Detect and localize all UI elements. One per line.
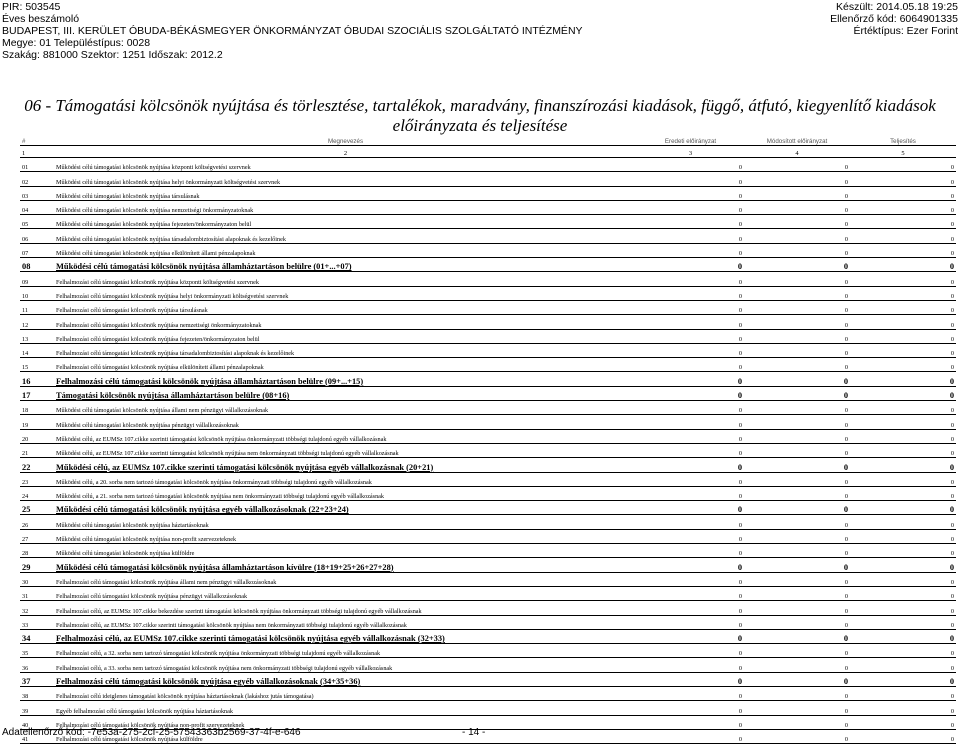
row-actual: 0 — [850, 572, 956, 586]
row-number: 40 — [20, 715, 54, 729]
table-row — [20, 358, 956, 372]
row-original: 0 — [637, 243, 744, 257]
row-original: 0 — [637, 472, 744, 486]
row-number: 15 — [20, 358, 54, 372]
row-name: Támogatási kölcsönök nyújtása államháztartáson belülre (08+16) — [54, 386, 637, 400]
row-actual: 0 — [850, 401, 956, 415]
row-name: Felhalmozási célú támogatási kölcsönök nyújtása államháztartáson belülre (09+...+15) — [54, 372, 637, 386]
row-name: Felhalmozási célú ideiglenes támogatási kölcsönök nyújtása háztartásoknak (lakáshoz jutás támogatása) — [54, 686, 637, 700]
row-modified: 0 — [744, 172, 850, 186]
row-modified: 0 — [744, 629, 850, 643]
row-actual: 0 — [850, 615, 956, 629]
check-code: Ellenőrző kód: 6064901335 — [830, 13, 958, 25]
col-number: 4 — [744, 146, 850, 158]
row-actual: 0 — [850, 315, 956, 329]
row-original: 0 — [637, 329, 744, 343]
row-number: 18 — [20, 401, 54, 415]
row-number: 24 — [20, 486, 54, 500]
row-name: Működési célú támogatási kölcsönök nyújtása elkülönített állami pénzalapoknak — [54, 243, 637, 257]
row-number: 37 — [20, 672, 54, 686]
row-actual: 0 — [850, 358, 956, 372]
row-number: 31 — [20, 586, 54, 600]
row-name: Működési célú támogatási kölcsönök nyújtása fejezeten/önkormányzaton belül — [54, 215, 637, 229]
row-original: 0 — [637, 686, 744, 700]
table-row — [20, 200, 956, 214]
row-modified: 0 — [744, 672, 850, 686]
row-number: 41 — [20, 729, 54, 743]
row-modified: 0 — [744, 715, 850, 729]
row-number: 09 — [20, 272, 54, 286]
row-number: 33 — [20, 615, 54, 629]
row-original: 0 — [637, 715, 744, 729]
row-actual: 0 — [850, 601, 956, 615]
row-actual: 0 — [850, 644, 956, 658]
created-date: Készült: 2014.05.18 19:25 — [835, 1, 958, 13]
row-actual: 0 — [850, 429, 956, 443]
row-original: 0 — [637, 529, 744, 543]
table-row — [20, 701, 956, 715]
row-actual: 0 — [850, 443, 956, 457]
row-name: Felhalmozási célú támogatási kölcsönök nyújtása non-profit szervezeteknek — [54, 715, 637, 729]
row-actual: 0 — [850, 672, 956, 686]
table-row — [20, 386, 956, 400]
table-row — [20, 486, 956, 500]
page-number: - 14 - — [462, 727, 486, 738]
row-modified: 0 — [744, 529, 850, 543]
row-name: Felhalmozási célú támogatási kölcsönök nyújtása fejezeten/önkormányzaton belül — [54, 329, 637, 343]
row-original: 0 — [637, 186, 744, 200]
row-modified: 0 — [744, 544, 850, 558]
row-modified: 0 — [744, 315, 850, 329]
row-name: Működési célú támogatási kölcsönök nyújtása központi költségvetési szervnek — [54, 158, 637, 172]
row-actual: 0 — [850, 729, 956, 743]
row-original: 0 — [637, 215, 744, 229]
row-name: Működési célú támogatási kölcsönök nyújtása társadalombiztosítási alapoknak és kezelőinek — [54, 229, 637, 243]
sector-info: Szakág: 881000 Szektor: 1251 Időszak: 2012.2 — [2, 49, 223, 61]
table-row — [20, 315, 956, 329]
row-name: Működési célú támogatási kölcsönök nyújtása állami nem pénzügyi vállalkozásoknak — [54, 401, 637, 415]
pir-label: PIR: 503545 — [2, 1, 61, 13]
row-original: 0 — [637, 701, 744, 715]
row-original: 0 — [637, 486, 744, 500]
row-original: 0 — [637, 343, 744, 357]
table-row — [20, 672, 956, 686]
row-number: 23 — [20, 472, 54, 486]
col-number: 3 — [637, 146, 744, 158]
row-name: Felhalmozási célú, az EUMSz 107.cikke szerinti támogatási kölcsönök nyújtása egyéb vállalkozásnak (32+33) — [54, 629, 637, 643]
row-actual: 0 — [850, 229, 956, 243]
row-original: 0 — [637, 229, 744, 243]
table-row — [20, 243, 956, 257]
row-actual: 0 — [850, 458, 956, 472]
row-modified: 0 — [744, 501, 850, 515]
row-number: 21 — [20, 443, 54, 457]
row-number: 36 — [20, 658, 54, 672]
row-modified: 0 — [744, 443, 850, 457]
row-modified: 0 — [744, 372, 850, 386]
row-modified: 0 — [744, 458, 850, 472]
row-number: 11 — [20, 300, 54, 314]
table-row — [20, 686, 956, 700]
row-modified: 0 — [744, 229, 850, 243]
row-name: Felhalmozási célú, a 33. sorba nem tartozó támogatási kölcsönök nyújtása nem önkormányzati többségi tulajdonú egyéb vállalkozásnak — [54, 658, 637, 672]
col-header-modified: Módosított előirányzat — [744, 134, 850, 146]
row-number: 01 — [20, 158, 54, 172]
table-row — [20, 158, 956, 172]
row-original: 0 — [637, 644, 744, 658]
table-row — [20, 501, 956, 515]
county-info: Megye: 01 Településtípus: 0028 — [2, 37, 151, 49]
row-number: 05 — [20, 215, 54, 229]
row-number: 38 — [20, 686, 54, 700]
col-number: 1 — [20, 146, 54, 158]
row-name: Működési célú, a 21. sorba nem tartozó támogatási kölcsönök nyújtása nem önkormányzati többségi tulajdonú egyéb vállalkozásnak — [54, 486, 637, 500]
row-name: Működési célú támogatási kölcsönök nyújtása non-profit szervezeteknek — [54, 529, 637, 543]
row-number: 17 — [20, 386, 54, 400]
row-actual: 0 — [850, 258, 956, 272]
table-row — [20, 658, 956, 672]
row-modified: 0 — [744, 486, 850, 500]
table-row — [20, 343, 956, 357]
row-original: 0 — [637, 300, 744, 314]
row-modified: 0 — [744, 243, 850, 257]
row-actual: 0 — [850, 243, 956, 257]
row-modified: 0 — [744, 258, 850, 272]
row-actual: 0 — [850, 386, 956, 400]
row-original: 0 — [637, 286, 744, 300]
row-name: Felhalmozási célú, a 32. sorba nem tartozó támogatási kölcsönök nyújtása önkormányzati többségi tulajdonú egyéb vállalkozásnak — [54, 644, 637, 658]
table-row — [20, 458, 956, 472]
row-number: 10 — [20, 286, 54, 300]
row-name: Felhalmozási célú támogatási kölcsönök nyújtása nemzetiségi önkormányzatoknak — [54, 315, 637, 329]
row-name: Működési célú támogatási kölcsönök nyújtása háztartásoknak — [54, 515, 637, 529]
table-row — [20, 644, 956, 658]
row-modified: 0 — [744, 401, 850, 415]
row-name: Működési célú támogatási kölcsönök nyújtása helyi önkormányzati költségvetési szervnek — [54, 172, 637, 186]
row-number: 08 — [20, 258, 54, 272]
row-original: 0 — [637, 272, 744, 286]
row-number: 26 — [20, 515, 54, 529]
row-original: 0 — [637, 558, 744, 572]
row-original: 0 — [637, 401, 744, 415]
row-modified: 0 — [744, 729, 850, 743]
row-name: Működési célú támogatási kölcsönök nyújtása egyéb vállalkozásoknak (22+23+24) — [54, 501, 637, 515]
table-row — [20, 586, 956, 600]
row-original: 0 — [637, 172, 744, 186]
row-original: 0 — [637, 429, 744, 443]
row-modified: 0 — [744, 586, 850, 600]
institution-name: BUDAPEST, III. KERÜLET ÓBUDA-BÉKÁSMEGYER ÖNKORMÁNYZAT ÓBUDAI SZOCIÁLIS SZOLGÁLTATÓ INTÉZMÉNY — [2, 25, 583, 37]
row-number: 34 — [20, 629, 54, 643]
table-row — [20, 429, 956, 443]
row-original: 0 — [637, 515, 744, 529]
row-actual: 0 — [850, 372, 956, 386]
row-number: 27 — [20, 529, 54, 543]
row-original: 0 — [637, 315, 744, 329]
row-number: 16 — [20, 372, 54, 386]
row-number: 35 — [20, 644, 54, 658]
row-actual: 0 — [850, 586, 956, 600]
row-number: 30 — [20, 572, 54, 586]
row-original: 0 — [637, 415, 744, 429]
table-row — [20, 544, 956, 558]
row-number: 14 — [20, 343, 54, 357]
row-actual: 0 — [850, 686, 956, 700]
row-modified: 0 — [744, 686, 850, 700]
table-row — [20, 529, 956, 543]
row-actual: 0 — [850, 200, 956, 214]
row-modified: 0 — [744, 358, 850, 372]
row-original: 0 — [637, 258, 744, 272]
row-actual: 0 — [850, 558, 956, 572]
row-actual: 0 — [850, 215, 956, 229]
row-modified: 0 — [744, 200, 850, 214]
row-number: 29 — [20, 558, 54, 572]
row-original: 0 — [637, 458, 744, 472]
row-original: 0 — [637, 586, 744, 600]
row-original: 0 — [637, 443, 744, 457]
row-modified: 0 — [744, 572, 850, 586]
row-modified: 0 — [744, 429, 850, 443]
row-name: Működési célú, az EUMSz 107.cikke szerinti támogatási kölcsönök nyújtása önkormányzati többségi tulajdonú egyéb vállalkozásnak — [54, 429, 637, 443]
row-number: 06 — [20, 229, 54, 243]
row-modified: 0 — [744, 286, 850, 300]
col-header-actual: Teljesítés — [850, 134, 956, 146]
row-actual: 0 — [850, 486, 956, 500]
table-row — [20, 215, 956, 229]
page-title: 06 - Támogatási kölcsönök nyújtása és törlesztése, tartalékok, maradvány, finanszírozási kiadások, függő, átfutó, kiegyenlítő kiadások előirányzata és teljesítése — [24, 96, 936, 135]
table-row — [20, 300, 956, 314]
table-row — [20, 286, 956, 300]
table-row — [20, 572, 956, 586]
row-actual: 0 — [850, 172, 956, 186]
row-name: Felhalmozási célú támogatási kölcsönök nyújtása pénzügyi vállalkozásoknak — [54, 586, 637, 600]
row-original: 0 — [637, 372, 744, 386]
table-row — [20, 186, 956, 200]
row-name: Működési célú, az EUMSz 107.cikke szerinti támogatási kölcsönök nyújtása egyéb vállalkozásnak (20+21) — [54, 458, 637, 472]
row-actual: 0 — [850, 515, 956, 529]
row-original: 0 — [637, 386, 744, 400]
row-actual: 0 — [850, 186, 956, 200]
row-name: Működési célú támogatási kölcsönök nyújtása társulásnak — [54, 186, 637, 200]
row-original: 0 — [637, 501, 744, 515]
row-modified: 0 — [744, 215, 850, 229]
row-original: 0 — [637, 358, 744, 372]
row-actual: 0 — [850, 343, 956, 357]
row-name: Felhalmozási célú támogatási kölcsönök nyújtása társulásnak — [54, 300, 637, 314]
table-row — [20, 629, 956, 643]
row-modified: 0 — [744, 329, 850, 343]
row-number: 13 — [20, 329, 54, 343]
row-original: 0 — [637, 615, 744, 629]
row-actual: 0 — [850, 286, 956, 300]
row-modified: 0 — [744, 415, 850, 429]
report-header-left — [2, 1, 583, 61]
footer-check-code: Adatellenőrző kód: -7e53a-275-2cf-25-57543363b2569-37-4f-e-646 — [2, 727, 301, 738]
table-row — [20, 415, 956, 429]
row-number: 39 — [20, 701, 54, 715]
table-row — [20, 515, 956, 529]
row-modified: 0 — [744, 658, 850, 672]
row-modified: 0 — [744, 558, 850, 572]
row-number: 28 — [20, 544, 54, 558]
row-actual: 0 — [850, 715, 956, 729]
row-actual: 0 — [850, 300, 956, 314]
row-name: Felhalmozási célú támogatási kölcsönök nyújtása állami nem pénzügyi vállalkozásoknak — [54, 572, 637, 586]
row-name: Felhalmozási célú, az EUMSz 107.cikke szerinti támogatási kölcsönök nyújtása nem önkormányzati többségi tulajdonú egyéb vállalkozásnak — [54, 615, 637, 629]
table-row — [20, 258, 956, 272]
row-actual: 0 — [850, 629, 956, 643]
value-type: Értéktípus: Ezer Forint — [853, 25, 958, 37]
row-number: 02 — [20, 172, 54, 186]
row-modified: 0 — [744, 386, 850, 400]
row-modified: 0 — [744, 158, 850, 172]
row-modified: 0 — [744, 615, 850, 629]
row-modified: 0 — [744, 272, 850, 286]
col-number: 5 — [850, 146, 956, 158]
row-name: Egyéb felhalmozási célú támogatási kölcsönök nyújtása háztartásoknak — [54, 701, 637, 715]
row-actual: 0 — [850, 415, 956, 429]
row-original: 0 — [637, 544, 744, 558]
row-modified: 0 — [744, 300, 850, 314]
table-row — [20, 443, 956, 457]
table-row — [20, 558, 956, 572]
table-row — [20, 329, 956, 343]
row-modified: 0 — [744, 644, 850, 658]
row-name: Működési célú, az EUMSz 107.cikke szerinti támogatási kölcsönök nyújtása nem önkormányzati többségi tulajdonú egyéb vállalkozásnak — [54, 443, 637, 457]
row-original: 0 — [637, 572, 744, 586]
col-header-no: # — [20, 134, 54, 146]
row-name: Felhalmozási célú támogatási kölcsönök nyújtása központi költségvetési szervnek — [54, 272, 637, 286]
row-name: Felhalmozási célú támogatási kölcsönök nyújtása helyi önkormányzati költségvetési szervnek — [54, 286, 637, 300]
table-row — [20, 472, 956, 486]
row-number: 22 — [20, 458, 54, 472]
col-header-name: Megnevezés — [54, 134, 637, 146]
table-header-row — [20, 134, 956, 146]
row-actual: 0 — [850, 329, 956, 343]
row-modified: 0 — [744, 472, 850, 486]
row-number: 03 — [20, 186, 54, 200]
table-row — [20, 401, 956, 415]
row-name: Működési célú támogatási kölcsönök nyújtása pénzügyi vállalkozásoknak — [54, 415, 637, 429]
table-row — [20, 615, 956, 629]
row-original: 0 — [637, 158, 744, 172]
row-name: Működési célú támogatási kölcsönök nyújtása államháztartáson kívülre (18+19+25+26+27+28) — [54, 558, 637, 572]
row-original: 0 — [637, 672, 744, 686]
row-actual: 0 — [850, 701, 956, 715]
row-actual: 0 — [850, 272, 956, 286]
row-number: 20 — [20, 429, 54, 443]
budget-table — [20, 134, 956, 744]
row-original: 0 — [637, 601, 744, 615]
row-modified: 0 — [744, 515, 850, 529]
row-name: Felhalmozási célú támogatási kölcsönök nyújtása társadalombiztosítási alapoknak és kezelőinek — [54, 343, 637, 357]
row-name: Felhalmozási célú támogatási kölcsönök nyújtása külföldre — [54, 729, 637, 743]
row-actual: 0 — [850, 501, 956, 515]
row-modified: 0 — [744, 701, 850, 715]
table-row — [20, 372, 956, 386]
row-original: 0 — [637, 200, 744, 214]
row-original: 0 — [637, 729, 744, 743]
table-row — [20, 601, 956, 615]
row-original: 0 — [637, 629, 744, 643]
row-number: 25 — [20, 501, 54, 515]
row-name: Felhalmozási célú támogatási kölcsönök nyújtása egyéb vállalkozásoknak (34+35+36) — [54, 672, 637, 686]
row-name: Felhalmozási célú támogatási kölcsönök nyújtása elkülönített állami pénzalapoknak — [54, 358, 637, 372]
report-type: Éves beszámoló — [2, 13, 80, 25]
report-header-right — [830, 1, 958, 37]
col-number: 2 — [54, 146, 637, 158]
row-modified: 0 — [744, 601, 850, 615]
row-number: 19 — [20, 415, 54, 429]
row-name: Felhalmozási célú, az EUMSz 107.cikke bekezdése szerinti támogatási kölcsönök nyújtása önkormányzati többségi tulajdonú egyéb vállalkozásnak — [54, 601, 637, 615]
row-modified: 0 — [744, 186, 850, 200]
row-name: Működési célú támogatási kölcsönök nyújtása külföldre — [54, 544, 637, 558]
col-header-original: Eredeti előirányzat — [637, 134, 744, 146]
row-number: 12 — [20, 315, 54, 329]
row-number: 07 — [20, 243, 54, 257]
row-actual: 0 — [850, 472, 956, 486]
row-name: Működési célú támogatási kölcsönök nyújtása államháztartáson belülre (01+...+07) — [54, 258, 637, 272]
row-original: 0 — [637, 658, 744, 672]
row-name: Működési célú, a 20. sorba nem tartozó támogatási kölcsönök nyújtása önkormányzati többségi tulajdonú egyéb vállalkozásnak — [54, 472, 637, 486]
row-actual: 0 — [850, 529, 956, 543]
row-number: 04 — [20, 200, 54, 214]
row-name: Működési célú támogatási kölcsönök nyújtása nemzetiségi önkormányzatoknak — [54, 200, 637, 214]
row-number: 32 — [20, 601, 54, 615]
table-row — [20, 172, 956, 186]
row-actual: 0 — [850, 158, 956, 172]
table-row — [20, 272, 956, 286]
column-number-row — [20, 146, 956, 158]
row-modified: 0 — [744, 343, 850, 357]
table-row — [20, 229, 956, 243]
row-actual: 0 — [850, 544, 956, 558]
row-actual: 0 — [850, 658, 956, 672]
